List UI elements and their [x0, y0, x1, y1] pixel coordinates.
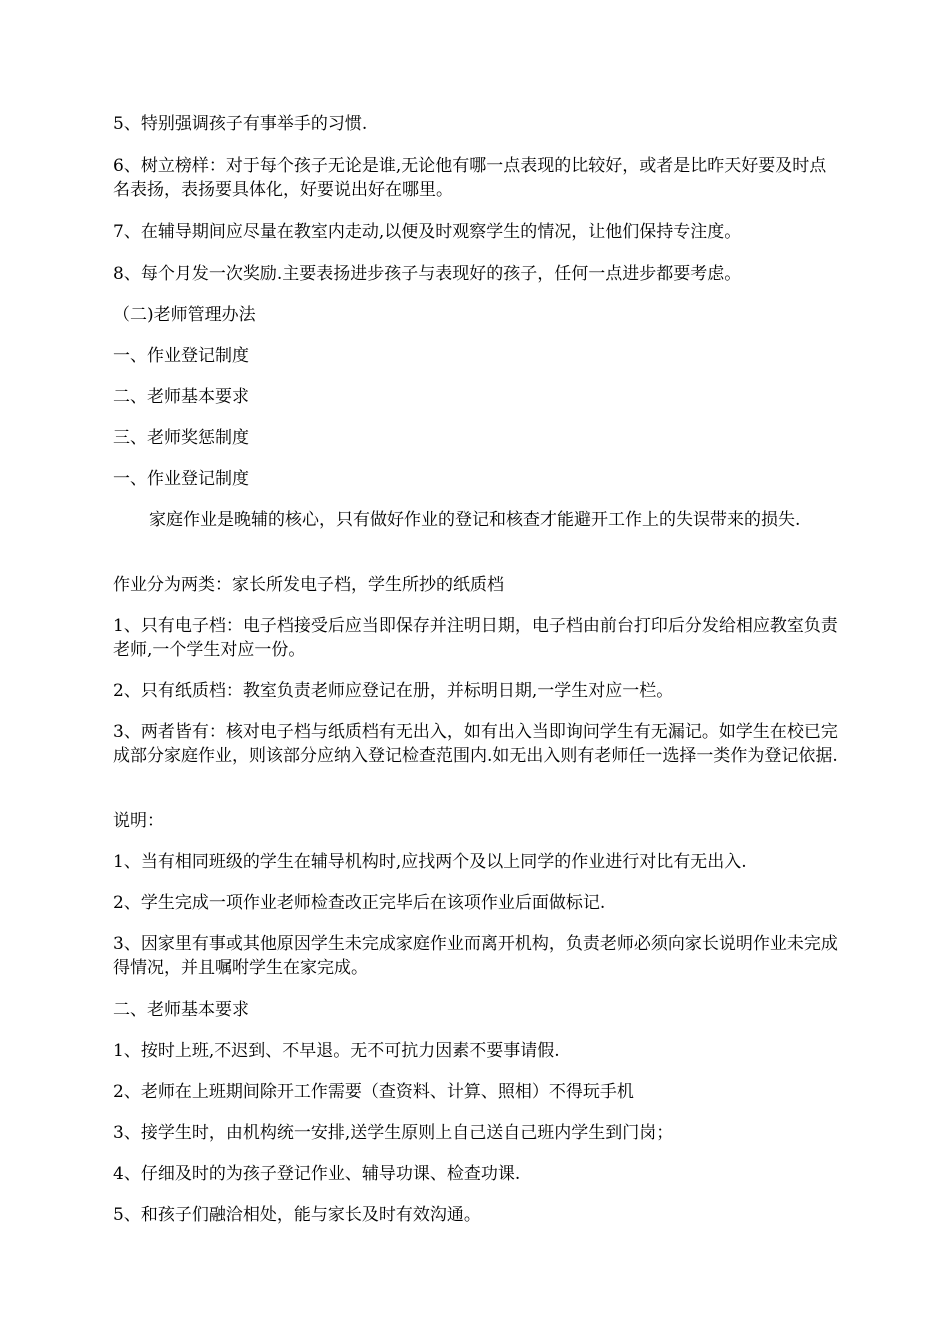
paragraph-pickup: 3、接学生时，由机构统一安排,送学生原则上自己送自己班内学生到门岗； — [113, 1123, 674, 1143]
paragraph-tutoring: 4、仔细及时的为孩子登记作业、辅导功课、检查功课. — [113, 1164, 521, 1184]
paragraph-electronic-only: 1、只有电子档：电子档接受后应当即保存并注明日期，电子档由前台打印后分发给相应教室负责老师,一个学生对应一份。 — [113, 616, 838, 660]
heading-notes: 说明： — [113, 811, 164, 831]
paragraph-no-phone: 2、老师在上班期间除开工作需要（查资料、计算、照相）不得玩手机 — [113, 1082, 634, 1102]
section-heading-basic-requirements: 二、老师基本要求 — [113, 1000, 249, 1020]
paragraph-paper-only: 2、只有纸质档：教室负责老师应登记在册，并标明日期,一学生对应一栏。 — [113, 681, 674, 701]
section-heading-homework-registration: 一、作业登记制度 — [113, 469, 249, 489]
paragraph-note-mark: 2、学生完成一项作业老师检查改正完毕后在该项作业后面做标记. — [113, 893, 606, 913]
paragraph-role-model: 6、树立榜样：对于每个孩子无论是谁,无论他有哪一点表现的比较好，或者是比昨天好要及时点名表扬，表扬要具体化，好要说出好在哪里。 — [113, 156, 827, 200]
paragraph-both-types: 3、两者皆有：核对电子档与纸质档有无出入，如有出入当即询问学生有无漏记。如学生在校已完成部分家庭作业，则该部分应纳入登记检查范围内.如无出入则有老师任一选择一类作为登记依据. — [113, 722, 838, 766]
paragraph-homework-types: 作业分为两类：家长所发电子档，学生所抄的纸质档 — [113, 575, 504, 595]
paragraph-walk-around: 7、在辅导期间应尽量在教室内走动,以便及时观察学生的情况，让他们保持专注度。 — [113, 222, 742, 242]
section-heading-teacher-management: （二)老师管理办法 — [113, 305, 256, 325]
paragraph-note-unfinished: 3、因家里有事或其他原因学生未完成家庭作业而离开机构，负责老师必须向家长说明作业未完成得情况，并且嘱咐学生在家完成。 — [113, 934, 838, 978]
paragraph-communication: 5、和孩子们融洽相处，能与家长及时有效沟通。 — [113, 1205, 481, 1225]
outline-item-homework-registration: 一、作业登记制度 — [113, 346, 249, 366]
paragraph-note-compare: 1、当有相同班级的学生在辅导机构时,应找两个及以上同学的作业进行对比有无出入. — [113, 852, 747, 872]
paragraph-raise-hand: 5、特别强调孩子有事举手的习惯. — [113, 114, 368, 134]
paragraph-punctuality: 1、按时上班,不迟到、不早退。无不可抗力因素不要事请假. — [113, 1041, 560, 1061]
outline-item-rewards-penalties: 三、老师奖惩制度 — [113, 428, 249, 448]
outline-item-basic-requirements: 二、老师基本要求 — [113, 387, 249, 407]
paragraph-homework-core: 家庭作业是晚辅的核心，只有做好作业的登记和核查才能避开工作上的失误带来的损失. — [149, 510, 801, 530]
paragraph-monthly-reward: 8、每个月发一次奖励.主要表扬进步孩子与表现好的孩子，任何一点进步都要考虑。 — [113, 264, 742, 284]
